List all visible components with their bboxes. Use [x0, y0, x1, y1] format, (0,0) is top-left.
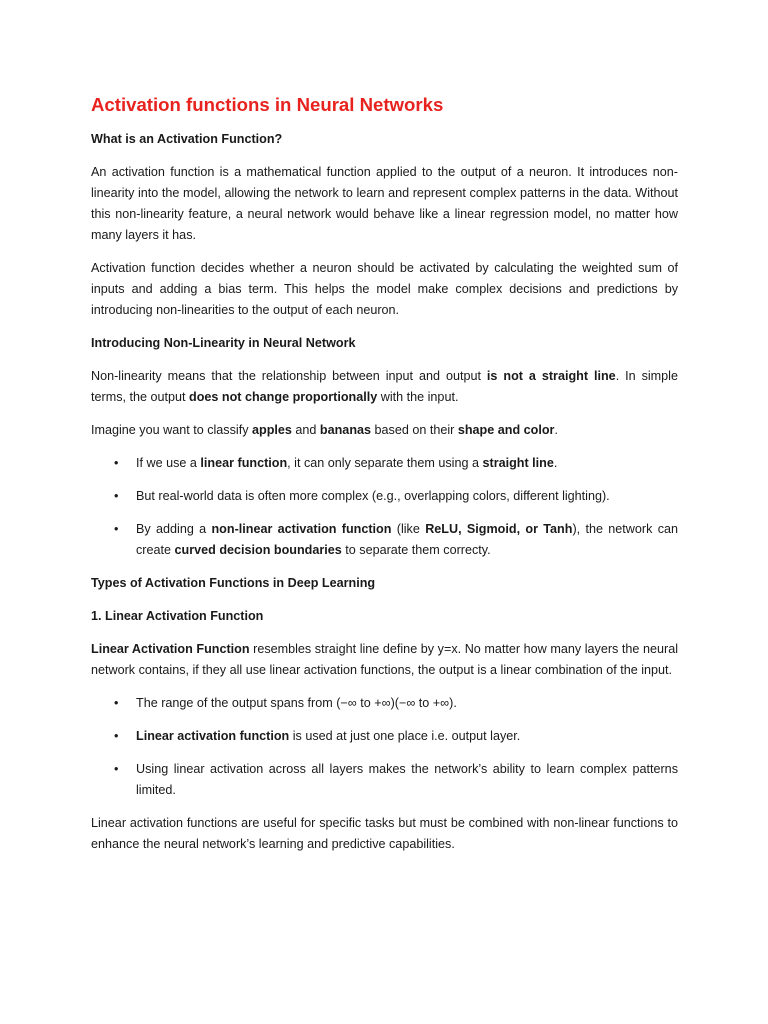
bold-text: straight line: [482, 456, 554, 470]
text-run: and: [291, 423, 320, 437]
text-run: (like: [391, 522, 426, 536]
document-title: Activation functions in Neural Networks: [91, 94, 444, 115]
bold-text: Linear Activation Function: [91, 642, 250, 656]
text-run: ), the network can create: [136, 522, 679, 557]
bold-text: bananas: [319, 423, 372, 437]
bold-text: curved decision boundaries: [174, 543, 342, 557]
paragraph-linear-definition: [91, 639, 678, 681]
text-run: resembles straight line define by y=x. No matter how many layers the neural network contains, if they all use linear activation functions, the output is a linear combination of the input.: [91, 642, 678, 677]
document-page: [91, 92, 678, 867]
text-run: .: [554, 423, 558, 437]
list-item: [91, 519, 678, 561]
bold-text: apples: [252, 423, 292, 437]
section-heading-types: Types of Activation Functions in Deep Learning: [91, 576, 376, 590]
section-heading-what-is: What is an Activation Function?: [91, 132, 283, 146]
list-item: [91, 453, 678, 474]
text-run: By adding a: [136, 522, 212, 536]
list-item: • Using linear activation across all layers makes the network’s ability to learn complex patterns limited.: [91, 759, 678, 801]
bullet-list-linear: [91, 693, 678, 801]
bold-text: is not a straight line: [486, 369, 616, 383]
paragraph-definition: An activation function is a mathematical function applied to the output of a neuron. It introduces non-linearity into the model, allowing the network to learn and represent complex patterns in the data. Without this non-linearity feature, a neural network would behave like a linear regression model, no matter how many layers it has.: [91, 165, 678, 242]
text-run: Imagine you want to classify: [91, 423, 252, 437]
bold-text: does not change proportionally: [189, 390, 378, 404]
bold-text: Linear activation function: [136, 729, 290, 743]
section-heading-non-linearity: Introducing Non-Linearity in Neural Network: [91, 336, 356, 350]
section-heading-linear: 1. Linear Activation Function: [91, 609, 264, 623]
list-item: • The range of the output spans from (−∞ to +∞)(−∞ to +∞).: [91, 693, 678, 714]
text-run: Non-linearity means that the relationship between input and output: [91, 369, 487, 383]
bold-text: non-linear activation function: [211, 522, 392, 536]
text-run: is used at just one place i.e. output layer.: [289, 729, 521, 743]
paragraph-non-linearity-meaning: [91, 366, 678, 408]
text-run: with the input.: [377, 390, 459, 404]
paragraph-classify-example: [91, 420, 678, 441]
text-run: to separate them correcty.: [341, 543, 491, 557]
text-run: .: [553, 456, 558, 470]
list-item: • But real-world data is often more complex (e.g., overlapping colors, different lighting).: [91, 486, 678, 507]
bullet-list-non-linearity: [91, 453, 678, 561]
text-run: . In simple terms, the output: [91, 369, 678, 404]
paragraph-activation-decision: Activation function decides whether a neuron should be activated by calculating the weighted sum of inputs and adding a bias term. This helps the model make complex decisions and predictions by introducing non-linearities to the output of each neuron.: [91, 261, 678, 317]
bold-text: linear function: [200, 456, 288, 470]
bold-text: shape and color: [457, 423, 555, 437]
text-run: , it can only separate them using a: [287, 456, 483, 470]
bold-text: ReLU, Sigmoid, or Tanh: [425, 522, 573, 536]
list-item: [91, 726, 678, 747]
paragraph-linear-summary: Linear activation functions are useful for specific tasks but must be combined with non-linear functions to enhance the neural network’s learning and predictive capabilities.: [91, 816, 678, 851]
text-run: based on their: [371, 423, 458, 437]
text-run: If we use a: [136, 456, 201, 470]
